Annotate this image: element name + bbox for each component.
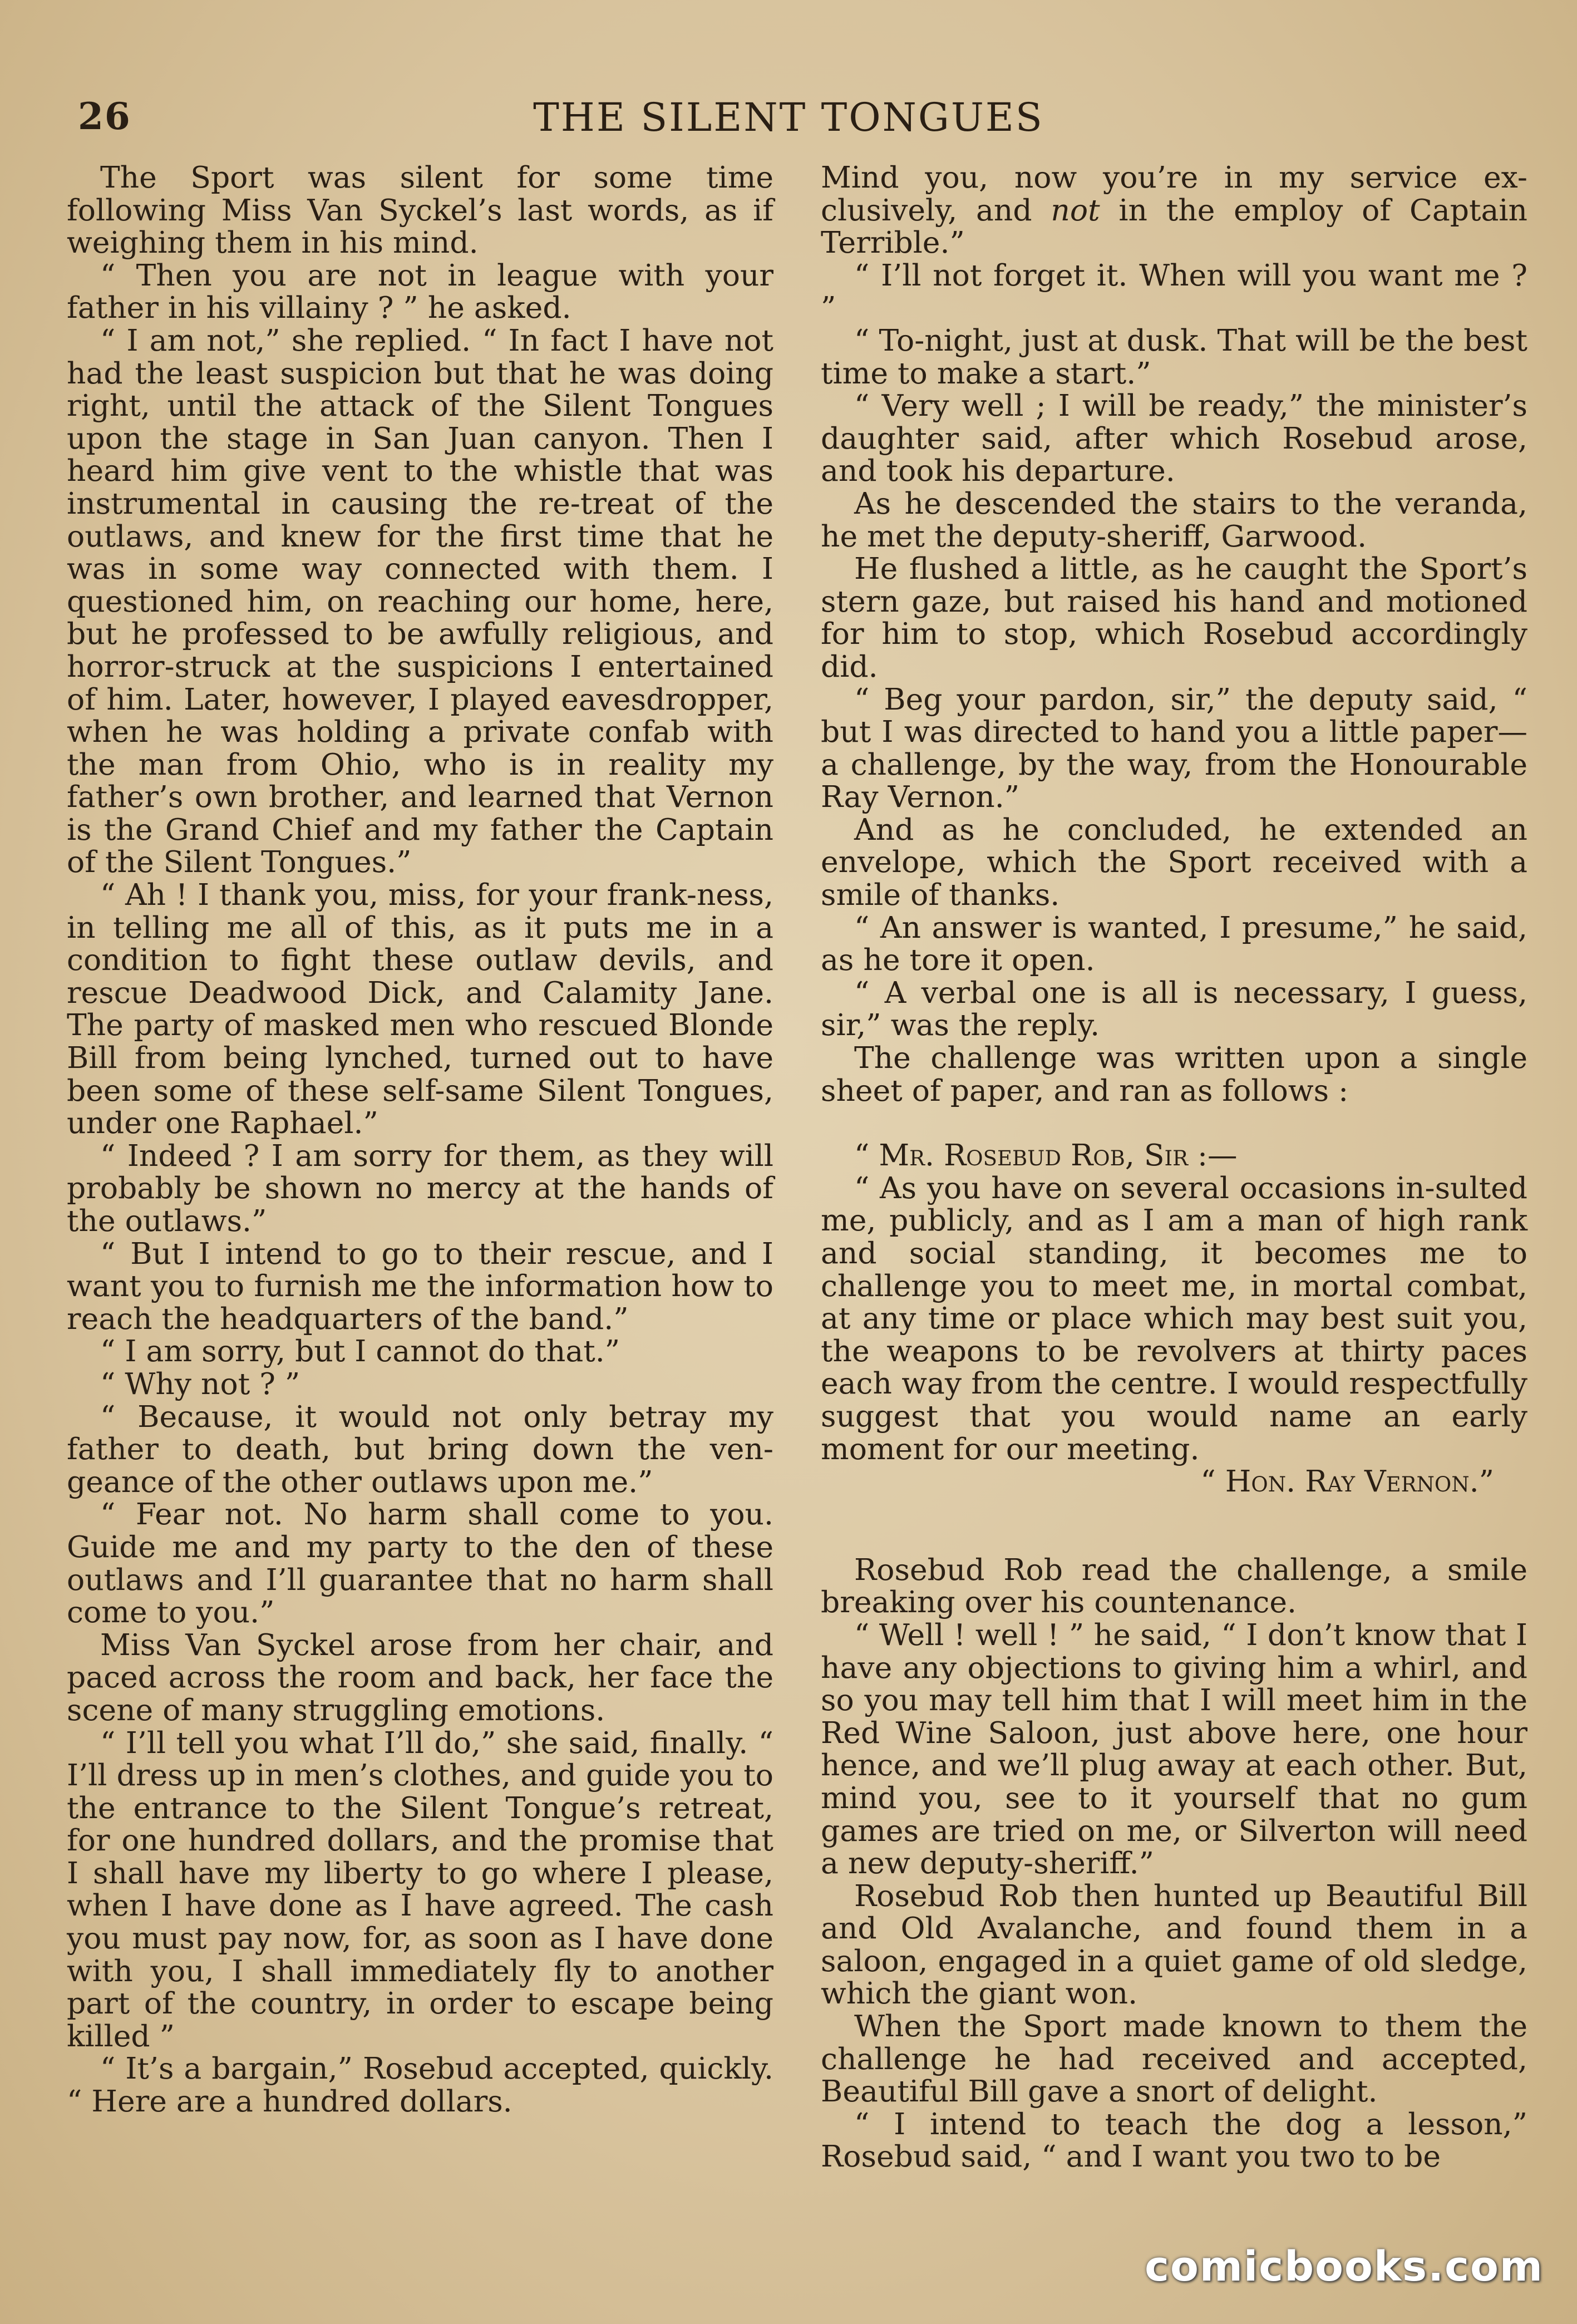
paragraph: “ But I intend to go to their rescue, and I want you to furnish me the information how to reach the headquarters of the band.” [67,1235,773,1336]
paragraph: Rosebud Rob read the challenge, a smile breaking over his countenance. [821,1552,1527,1620]
paragraph: And as he concluded, he extended an envelope, which the Sport received with a smile of thanks. [821,811,1527,913]
paragraph: “ Beg your pardon, sir,” the deputy said, “ but I was directed to hand you a little paper—a challenge, by the way, from the Honourable Ray Vernon.” [821,681,1527,815]
continuation-text: Mind you, now you’re in my service ex-clusively, and [821,160,1527,228]
paragraph: “ Indeed ? I am sorry for them, as they will probably be shown no mercy at the hands of the outlaws.” [67,1138,773,1238]
paragraph: “ Ah ! I thank you, miss, for your frank-ness, in telling me all of this, as it puts me in a condition to fight these outlaw devils, and rescue Deadwood Dick, and Calamity Jane. The party of masked men who rescued Blonde Bill from being lynched, turned out to have been some of these self-same Silent Tongues, under one Raphael.” [67,877,773,1141]
paragraph: “ Well ! well ! ” he said, “ I don’t know that I have any objections to giving him a whirl, and so you may tell him that I will meet him in the Red Wine Saloon, just above here, one hour hence, and we’ll plug away at each other. But, mind you, see to it yourself that no gum games are tried on me, or Silverton will need a new deputy-sheriff.” [821,1617,1527,1881]
spacer [821,1107,1527,1139]
paragraph: The Sport was silent for some time following Miss Van Syckel’s last words, as if weighing them in his mind. [67,160,773,260]
paragraph: “ An answer is wanted, I presume,” he said, as he tore it open. [821,909,1527,978]
running-title: THE SILENT TONGUES [533,95,1044,140]
paragraph: “ A verbal one is all is necessary, I guess, sir,” was the reply. [821,974,1527,1043]
paragraph: Miss Van Syckel arose from her chair, and paced across the room and back, her face the scene of many struggling emotions. [67,1627,773,1727]
right-column [821,161,1527,2232]
paragraph: “ Then you are not in league with your father in his villainy ? ” he asked. [67,257,773,326]
page-header [78,95,1499,156]
paragraph: “ I’ll tell you what I’ll do,” she said, finally. “ I’ll dress up in men’s clothes, and guide you to the entrance to the Silent Tongue’s retreat, for one hundred dollars, and the promise that I shall have my liberty to go where I please, when I have done as I have agreed. The cash you must pay now, for, as soon as I have done with you, I shall immediately fly to another part of the country, in order to escape being killed ” [67,1725,773,2054]
left-column [67,161,773,2232]
paragraph: Rosebud Rob then hunted up Beautiful Bill and Old Avalanche, and found them in a saloon, engaged in a quiet game of old sledge, which the giant won. [821,1878,1527,2011]
letter-salutation: “ Mr. Rosebud Rob, Sir :— [854,1138,1238,1173]
site-watermark: comicbooks.com [1145,2243,1544,2291]
page-number: 26 [78,95,131,138]
emphasis: not [1051,192,1100,228]
paragraph: “ I intend to teach the dog a lesson,” Rosebud said, “ and I want you two to be [821,2106,1527,2174]
paragraph: “ Why not ? ” [100,1366,300,1401]
paragraph: “ To-night, just at dusk. That will be the best time to make a start.” [821,322,1527,391]
spacer [821,1498,1527,1554]
paragraph: The challenge was written upon a single sheet of paper, and ran as follows : [821,1040,1527,1108]
paragraph: “ Very well ; I will be ready,” the minister’s daughter said, after which Rosebud arose, and took his departure. [821,388,1527,489]
paragraph: “ I’ll not forget it. When will you want me ? ” [821,257,1527,326]
paragraph: He flushed a little, as he caught the Sport’s stern gaze, but raised his hand and motioned for him to stop, which Rosebud accordingly did. [821,551,1527,684]
paragraph: “ Fear not. No harm shall come to you. Guide me and my party to the den of these outlaws and I’ll guarantee that no harm shall come to you.” [67,1496,773,1630]
paragraph: When the Sport made known to them the challenge he had received and accepted, Beautiful Bill gave a snort of delight. [821,2008,1527,2109]
paragraph: “ I am not,” she replied. “ In fact I have not had the least suspicion but that he was doing right, until the attack of the Silent Tongues upon the stage in San Juan canyon. Then I heard him give vent to the whistle that was instrumental in causing the re-treat of the outlaws, and knew for the first time that he was in some way connected with them. I questioned him, on reaching our home, here, but he professed to be awfully religious, and horror-struck at the suspicions I entertained of him. Later, however, I played eavesdropper, when he was holding a private confab with the man from Ohio, who is in reality my father’s own brother, and learned that Vernon is the Grand Chief and my father the Captain of the Silent Tongues.” [67,322,773,880]
continuation-text-end: in the employ of Captain Terrible.” [821,192,1527,260]
letter-body: “ As you have on several occasions in-sulted me, publicly, and as I am a man of high rank and social standing, it becomes me to challenge you to meet me, in mortal combat, at any time or place which may best suit you, the weapons to be revolvers at thirty paces each way from the centre. I would respectfully suggest that you would name an early moment for our meeting. [821,1170,1527,1466]
paragraph: “ Because, it would not only betray my father to death, but bring down the ven-geance of the other outlaws upon me.” [67,1399,773,1499]
paragraph: As he descended the stairs to the veranda, he met the deputy-sheriff, Garwood. [821,485,1527,554]
paragraph: “ It’s a bargain,” Rosebud accepted, quickly. “ Here are a hundred dollars. [67,2051,773,2119]
letter-signature: “ Hon. Ray Vernon.” [1200,1464,1494,1499]
paragraph-continuation [821,161,1527,259]
paragraph: “ I am sorry, but I cannot do that.” [100,1333,620,1369]
